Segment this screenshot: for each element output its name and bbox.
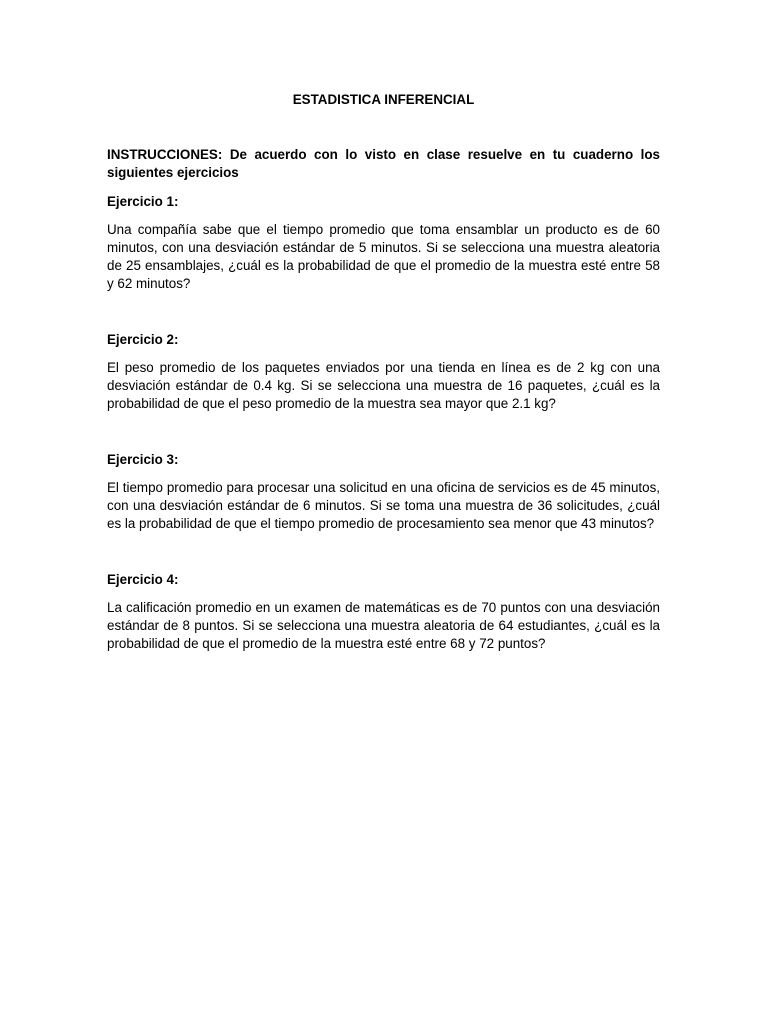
exercise-text: El tiempo promedio para procesar una solicitud en una oficina de servicios es de 45 minutos, con una desviación estándar de 6 minutos. Si se toma una muestra de 36 solicitudes, ¿cuál es la probabilidad de que el tiempo promedio de procesamiento sea menor que 43 minutos? bbox=[107, 480, 660, 531]
exercise-text: La calificación promedio en un examen de matemáticas es de 70 puntos con una desviación estándar de 8 puntos. Si se selecciona una muestra aleatoria de 64 estudiantes, ¿cuál es la probabilidad de que el promedio de la muestra esté entre 68 y 72 puntos? bbox=[107, 600, 660, 651]
exercise-heading: Ejercicio 1: bbox=[107, 194, 179, 209]
document-page bbox=[107, 91, 660, 653]
exercise-3 bbox=[107, 451, 660, 533]
exercise-text: El peso promedio de los paquetes enviados por una tienda en línea es de 2 kg con una desviación estándar de 0.4 kg. Si se selecciona una muestra de 16 paquetes, ¿cuál es la probabilidad de que el peso promedio de la muestra sea mayor que 2.1 kg? bbox=[107, 360, 660, 411]
exercise-2 bbox=[107, 331, 660, 413]
exercise-text: Una compañía sabe que el tiempo promedio que toma ensamblar un producto es de 60 minutos, con una desviación estándar de 5 minutos. Si se selecciona una muestra aleatoria de 25 ensamblajes, ¿cuál es la probabilidad de que el promedio de la muestra esté entre 58 y 62 minutos? bbox=[107, 222, 660, 291]
exercise-1 bbox=[107, 193, 660, 293]
exercise-4 bbox=[107, 571, 660, 653]
instructions-text: INSTRUCCIONES: De acuerdo con lo visto en clase resuelve en tu cuaderno los siguientes ejercicios bbox=[107, 147, 660, 180]
page-title: ESTADISTICA INFERENCIAL bbox=[292, 92, 475, 107]
exercise-heading: Ejercicio 4: bbox=[107, 572, 179, 587]
exercise-heading: Ejercicio 3: bbox=[107, 452, 179, 467]
exercise-heading: Ejercicio 2: bbox=[107, 332, 179, 347]
